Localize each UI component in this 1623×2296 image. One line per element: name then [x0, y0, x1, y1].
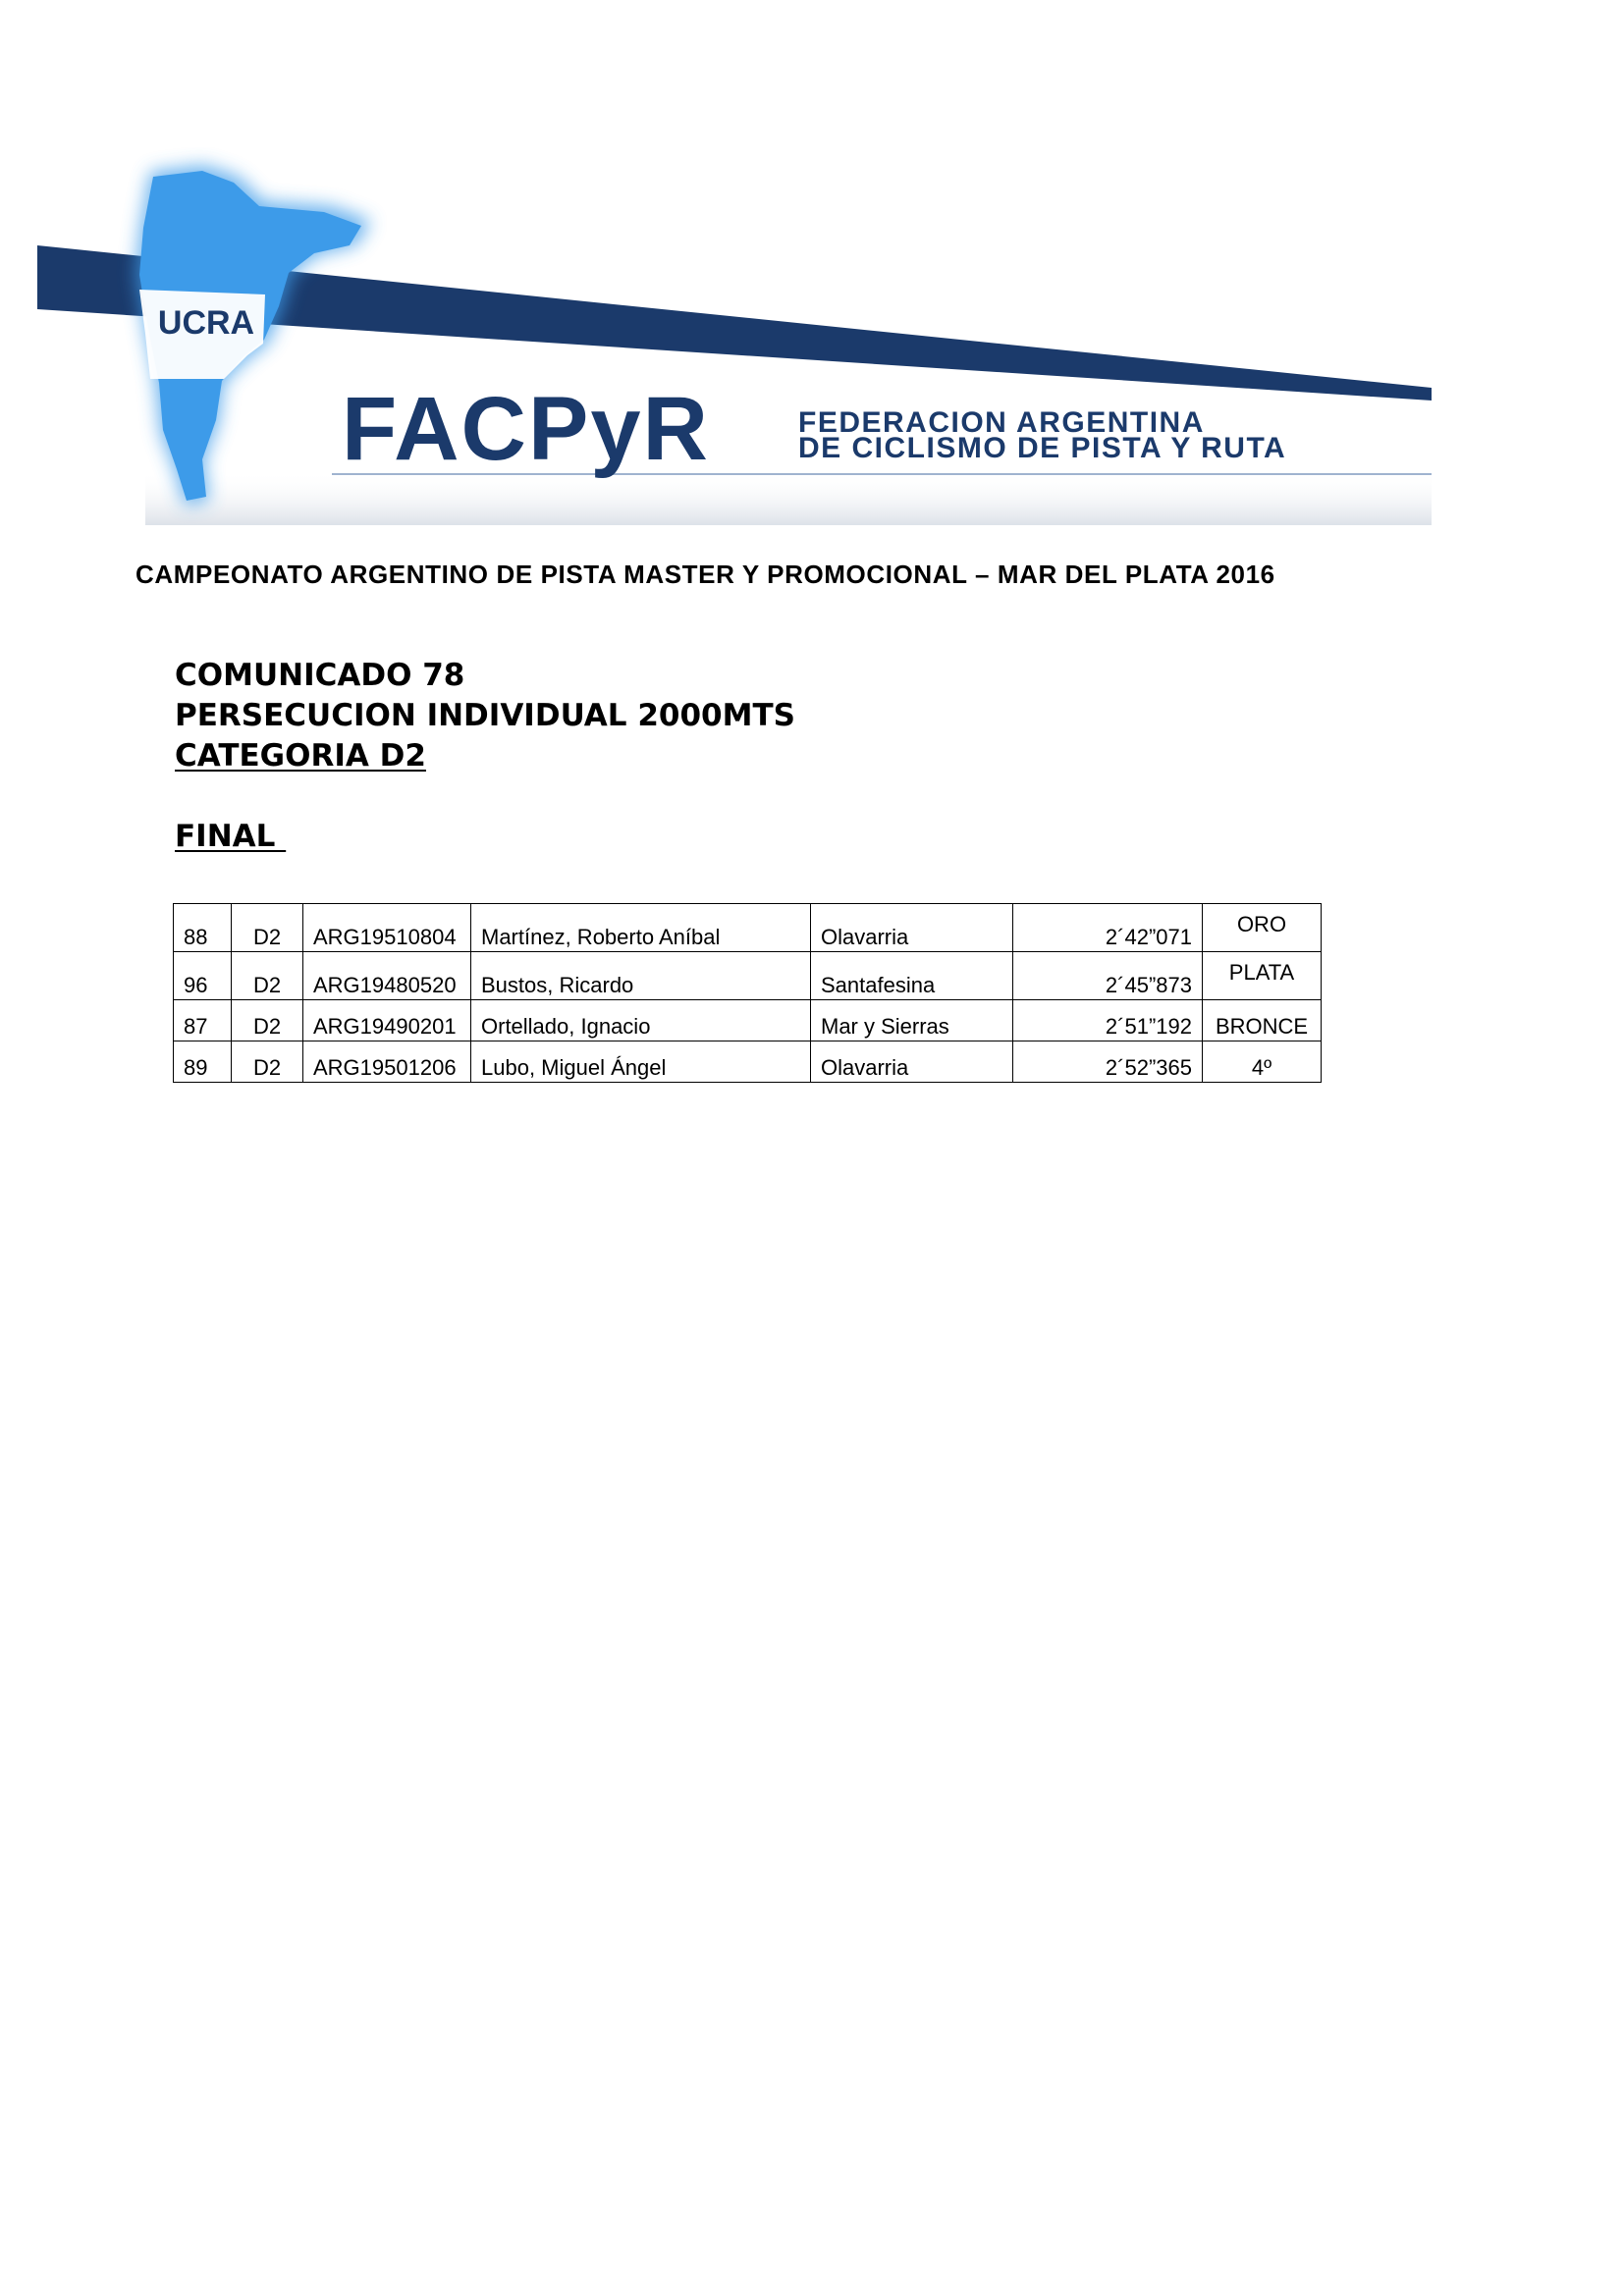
- club-cell: Olavarria: [811, 1041, 1013, 1083]
- rider-name-cell: Bustos, Ricardo: [471, 952, 811, 1000]
- uci-id-cell: ARG19501206: [303, 1041, 471, 1083]
- logo-badge: UCRA: [157, 304, 255, 342]
- category-cell: D2: [232, 1041, 303, 1083]
- uci-id-cell: ARG19480520: [303, 952, 471, 1000]
- rider-name-cell: Ortellado, Ignacio: [471, 1000, 811, 1041]
- rider-name-cell: Martínez, Roberto Aníbal: [471, 904, 811, 952]
- logo-acronym: FACPyR: [342, 379, 710, 479]
- placing-cell: 4º: [1203, 1041, 1322, 1083]
- placing-cell: BRONCE: [1203, 1000, 1322, 1041]
- club-cell: Mar y Sierras: [811, 1000, 1013, 1041]
- logo-fade-strip: [145, 471, 1432, 525]
- time-cell: 2´52”365: [1013, 1041, 1203, 1083]
- event-title: CAMPEONATO ARGENTINO DE PISTA MASTER Y PROMOCIONAL – MAR DEL PLATA 2016: [135, 560, 1275, 589]
- time-cell: 2´51”192: [1013, 1000, 1203, 1041]
- logo-name-line1: FEDERACION ARGENTINA: [798, 406, 1205, 439]
- table-row: [174, 952, 1322, 1000]
- club-cell: Santafesina: [811, 952, 1013, 1000]
- uci-id-cell: ARG19490201: [303, 1000, 471, 1041]
- category-cell: D2: [232, 952, 303, 1000]
- table-row: [174, 904, 1322, 952]
- results-table: [173, 903, 1322, 1083]
- category-heading: CATEGORIA D2: [175, 738, 426, 774]
- time-cell: 2´45”873: [1013, 952, 1203, 1000]
- dorsal-cell: 88: [174, 904, 232, 952]
- facpyr-logo-graphic: [37, 147, 1432, 525]
- dorsal-cell: 87: [174, 1000, 232, 1041]
- logo-name-line2: DE CICLISMO DE PISTA Y RUTA: [798, 432, 1287, 464]
- facpyr-logo: [37, 147, 1432, 525]
- club-cell: Olavarria: [811, 904, 1013, 952]
- dorsal-cell: 89: [174, 1041, 232, 1083]
- dorsal-cell: 96: [174, 952, 232, 1000]
- placing-cell: ORO: [1203, 904, 1322, 952]
- category-cell: D2: [232, 904, 303, 952]
- table-row: [174, 1000, 1322, 1041]
- round-heading: FINAL: [175, 819, 287, 854]
- category-cell: D2: [232, 1000, 303, 1041]
- uci-id-cell: ARG19510804: [303, 904, 471, 952]
- comunicado-heading: COMUNICADO 78: [175, 658, 465, 693]
- rider-name-cell: Lubo, Miguel Ángel: [471, 1041, 811, 1083]
- time-cell: 2´42”071: [1013, 904, 1203, 952]
- placing-cell: PLATA: [1203, 952, 1322, 1000]
- table-row: [174, 1041, 1322, 1083]
- event-discipline-heading: PERSECUCION INDIVIDUAL 2000MTS: [175, 698, 795, 733]
